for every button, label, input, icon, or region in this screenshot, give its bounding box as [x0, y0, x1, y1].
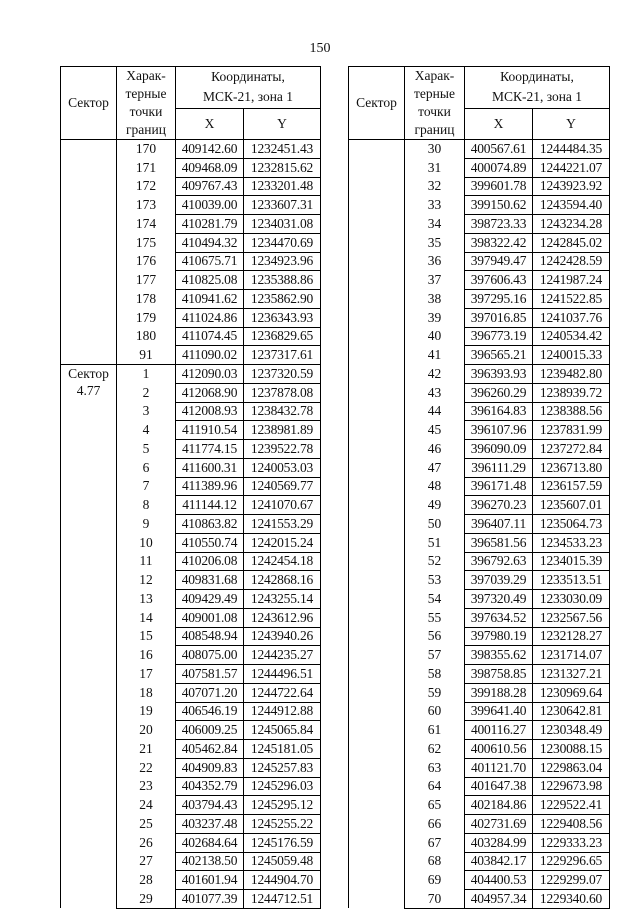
point-number-cell: 8	[117, 496, 176, 515]
y-coordinate-cell: 1240015.33	[533, 346, 610, 365]
coordinates-header-line: МСК-21, зона 1	[202, 89, 294, 105]
y-coordinate-cell: 1241037.76	[533, 308, 610, 327]
y-coordinate-cell: 1232451.43	[244, 140, 321, 159]
point-number-cell: 7	[117, 477, 176, 496]
x-coordinate-cell: 411024.86	[176, 308, 244, 327]
y-coordinate-cell: 1237831.99	[533, 421, 610, 440]
x-coordinate-cell: 401077.39	[176, 890, 244, 909]
point-number-cell: 91	[117, 346, 176, 365]
y-coordinate-cell: 1242845.02	[533, 233, 610, 252]
x-coordinate-cell: 402684.64	[176, 833, 244, 852]
coordinates-table-right	[348, 66, 610, 909]
y-coordinate-cell: 1245296.03	[244, 777, 321, 796]
x-coordinate-cell: 397039.29	[465, 571, 533, 590]
coordinates-header-line: Координаты,	[500, 69, 574, 85]
x-coordinate-cell: 400116.27	[465, 721, 533, 740]
point-number-cell: 1	[117, 365, 176, 384]
point-number-cell: 44	[405, 402, 465, 421]
x-coordinate-cell: 404352.79	[176, 777, 244, 796]
x-coordinate-cell: 397980.19	[465, 627, 533, 646]
y-coordinate-cell: 1240053.03	[244, 458, 321, 477]
x-coordinate-cell: 396792.63	[465, 552, 533, 571]
point-number-cell: 32	[405, 177, 465, 196]
point-number-cell: 174	[117, 215, 176, 234]
point-number-cell: 26	[117, 833, 176, 852]
y-coordinate-cell: 1242428.59	[533, 252, 610, 271]
y-coordinate-cell: 1237878.08	[244, 383, 321, 402]
point-number-cell: 68	[405, 852, 465, 871]
x-header: X	[465, 108, 533, 139]
point-number-cell: 36	[405, 252, 465, 271]
point-number-cell: 52	[405, 552, 465, 571]
y-coordinate-cell: 1245295.12	[244, 796, 321, 815]
y-coordinate-cell: 1232567.56	[533, 608, 610, 627]
x-coordinate-cell: 401647.38	[465, 777, 533, 796]
point-number-cell: 38	[405, 290, 465, 309]
point-number-cell: 16	[117, 646, 176, 665]
coordinates-header	[465, 67, 610, 109]
y-coordinate-cell: 1239482.80	[533, 365, 610, 384]
y-coordinate-cell: 1243940.26	[244, 627, 321, 646]
x-coordinate-cell: 402138.50	[176, 852, 244, 871]
points-header-line: Харак-	[126, 68, 166, 83]
x-coordinate-cell: 409142.60	[176, 140, 244, 159]
x-coordinate-cell: 397949.47	[465, 252, 533, 271]
y-coordinate-cell: 1236343.93	[244, 308, 321, 327]
x-coordinate-cell: 398723.33	[465, 215, 533, 234]
x-coordinate-cell: 409767.43	[176, 177, 244, 196]
y-coordinate-cell: 1244235.27	[244, 646, 321, 665]
table-header	[349, 67, 610, 140]
x-coordinate-cell: 398758.85	[465, 665, 533, 684]
y-coordinate-cell: 1245181.05	[244, 740, 321, 759]
x-coordinate-cell: 396107.96	[465, 421, 533, 440]
x-coordinate-cell: 410825.08	[176, 271, 244, 290]
y-header: Y	[533, 108, 610, 139]
x-coordinate-cell: 412090.03	[176, 365, 244, 384]
y-coordinate-cell: 1238981.89	[244, 421, 321, 440]
y-coordinate-cell: 1229296.65	[533, 852, 610, 871]
x-coordinate-cell: 399601.78	[465, 177, 533, 196]
x-coordinate-cell: 410206.08	[176, 552, 244, 571]
y-coordinate-cell: 1245255.22	[244, 815, 321, 834]
point-number-cell: 173	[117, 196, 176, 215]
y-coordinate-cell: 1229408.56	[533, 815, 610, 834]
table-row	[61, 140, 321, 159]
x-coordinate-cell: 402731.69	[465, 815, 533, 834]
point-number-cell: 23	[117, 777, 176, 796]
point-number-cell: 28	[117, 871, 176, 890]
point-number-cell: 170	[117, 140, 176, 159]
point-number-cell: 27	[117, 852, 176, 871]
y-coordinate-cell: 1238432.78	[244, 402, 321, 421]
point-number-cell: 33	[405, 196, 465, 215]
x-coordinate-cell: 411074.45	[176, 327, 244, 346]
point-number-cell: 35	[405, 233, 465, 252]
point-number-cell: 171	[117, 158, 176, 177]
y-header: Y	[244, 108, 321, 139]
point-number-cell: 66	[405, 815, 465, 834]
point-number-cell: 10	[117, 533, 176, 552]
x-coordinate-cell: 411600.31	[176, 458, 244, 477]
point-number-cell: 60	[405, 702, 465, 721]
point-number-cell: 49	[405, 496, 465, 515]
y-coordinate-cell: 1241987.24	[533, 271, 610, 290]
point-number-cell: 29	[117, 890, 176, 909]
point-number-cell: 30	[405, 140, 465, 159]
x-coordinate-cell: 409001.08	[176, 608, 244, 627]
y-coordinate-cell: 1235607.01	[533, 496, 610, 515]
point-number-cell: 51	[405, 533, 465, 552]
point-number-cell: 54	[405, 590, 465, 609]
x-coordinate-cell: 410863.82	[176, 515, 244, 534]
page-number: 150	[309, 41, 331, 56]
y-coordinate-cell: 1244722.64	[244, 683, 321, 702]
coordinates-table-left	[60, 66, 321, 909]
point-number-cell: 61	[405, 721, 465, 740]
y-coordinate-cell: 1245257.83	[244, 758, 321, 777]
x-coordinate-cell: 404400.53	[465, 871, 533, 890]
point-number-cell: 43	[405, 383, 465, 402]
point-number-cell: 42	[405, 365, 465, 384]
y-coordinate-cell: 1243612.96	[244, 608, 321, 627]
points-header-line: границ	[414, 122, 455, 137]
y-coordinate-cell: 1244712.51	[244, 890, 321, 909]
coordinates-header	[176, 67, 321, 109]
x-coordinate-cell: 411389.96	[176, 477, 244, 496]
x-coordinate-cell: 401121.70	[465, 758, 533, 777]
point-number-cell: 175	[117, 233, 176, 252]
point-number-cell: 37	[405, 271, 465, 290]
point-number-cell: 14	[117, 608, 176, 627]
point-number-cell: 62	[405, 740, 465, 759]
point-number-cell: 40	[405, 327, 465, 346]
y-coordinate-cell: 1245065.84	[244, 721, 321, 740]
y-coordinate-cell: 1237317.61	[244, 346, 321, 365]
point-number-cell: 53	[405, 571, 465, 590]
x-coordinate-cell: 410039.00	[176, 196, 244, 215]
points-header-line: границ	[126, 122, 166, 137]
x-coordinate-cell: 402184.86	[465, 796, 533, 815]
x-coordinate-cell: 397634.52	[465, 608, 533, 627]
x-coordinate-cell: 396270.23	[465, 496, 533, 515]
point-number-cell: 177	[117, 271, 176, 290]
point-number-cell: 180	[117, 327, 176, 346]
x-coordinate-cell: 397606.43	[465, 271, 533, 290]
point-number-cell: 50	[405, 515, 465, 534]
x-coordinate-cell: 397295.16	[465, 290, 533, 309]
point-number-cell: 18	[117, 683, 176, 702]
x-coordinate-cell: 396260.29	[465, 383, 533, 402]
point-number-cell: 3	[117, 402, 176, 421]
table-row	[61, 365, 321, 384]
points-header-line: терные	[125, 86, 167, 101]
x-coordinate-cell: 396171.48	[465, 477, 533, 496]
y-coordinate-cell: 1229863.04	[533, 758, 610, 777]
point-number-cell: 13	[117, 590, 176, 609]
x-coordinate-cell: 403794.43	[176, 796, 244, 815]
y-coordinate-cell: 1234533.23	[533, 533, 610, 552]
y-coordinate-cell: 1233607.31	[244, 196, 321, 215]
y-coordinate-cell: 1236713.80	[533, 458, 610, 477]
point-number-cell: 176	[117, 252, 176, 271]
points-header	[405, 67, 465, 140]
x-coordinate-cell: 404957.34	[465, 890, 533, 909]
point-number-cell: 21	[117, 740, 176, 759]
x-coordinate-cell: 399188.28	[465, 683, 533, 702]
sector-header: Сектор	[349, 67, 405, 140]
y-coordinate-cell: 1229333.23	[533, 833, 610, 852]
point-number-cell: 22	[117, 758, 176, 777]
x-coordinate-cell: 411774.15	[176, 440, 244, 459]
y-coordinate-cell: 1238388.56	[533, 402, 610, 421]
point-number-cell: 31	[405, 158, 465, 177]
point-number-cell: 70	[405, 890, 465, 909]
points-header-line: точки	[418, 104, 451, 119]
y-coordinate-cell: 1241553.29	[244, 515, 321, 534]
points-header-line: Харак-	[414, 68, 455, 83]
x-coordinate-cell: 399641.40	[465, 702, 533, 721]
y-coordinate-cell: 1229673.98	[533, 777, 610, 796]
x-coordinate-cell: 411090.02	[176, 346, 244, 365]
y-coordinate-cell: 1229340.60	[533, 890, 610, 909]
x-coordinate-cell: 410941.62	[176, 290, 244, 309]
y-coordinate-cell: 1240534.42	[533, 327, 610, 346]
x-coordinate-cell: 412008.93	[176, 402, 244, 421]
y-coordinate-cell: 1235064.73	[533, 515, 610, 534]
sector-cell	[349, 140, 405, 909]
y-coordinate-cell: 1244496.51	[244, 665, 321, 684]
x-coordinate-cell: 400610.56	[465, 740, 533, 759]
point-number-cell: 25	[117, 815, 176, 834]
point-number-cell: 56	[405, 627, 465, 646]
y-coordinate-cell: 1237272.84	[533, 440, 610, 459]
x-coordinate-cell: 401601.94	[176, 871, 244, 890]
y-coordinate-cell: 1245176.59	[244, 833, 321, 852]
y-coordinate-cell: 1241070.67	[244, 496, 321, 515]
y-coordinate-cell: 1231327.21	[533, 665, 610, 684]
x-coordinate-cell: 412068.90	[176, 383, 244, 402]
y-coordinate-cell: 1232815.62	[244, 158, 321, 177]
y-coordinate-cell: 1243923.92	[533, 177, 610, 196]
y-coordinate-cell: 1244912.88	[244, 702, 321, 721]
point-number-cell: 9	[117, 515, 176, 534]
sector-cell	[61, 140, 117, 365]
x-coordinate-cell: 403284.99	[465, 833, 533, 852]
x-coordinate-cell: 405462.84	[176, 740, 244, 759]
point-number-cell: 41	[405, 346, 465, 365]
y-coordinate-cell: 1236157.59	[533, 477, 610, 496]
x-coordinate-cell: 409831.68	[176, 571, 244, 590]
y-coordinate-cell: 1242868.16	[244, 571, 321, 590]
y-coordinate-cell: 1234923.96	[244, 252, 321, 271]
x-coordinate-cell: 396164.83	[465, 402, 533, 421]
x-coordinate-cell: 410550.74	[176, 533, 244, 552]
points-header-line: терные	[414, 86, 455, 101]
y-coordinate-cell: 1233030.09	[533, 590, 610, 609]
x-header: X	[176, 108, 244, 139]
x-coordinate-cell: 400074.89	[465, 158, 533, 177]
x-coordinate-cell: 400567.61	[465, 140, 533, 159]
y-coordinate-cell: 1230969.64	[533, 683, 610, 702]
point-number-cell: 12	[117, 571, 176, 590]
y-coordinate-cell: 1243594.40	[533, 196, 610, 215]
point-number-cell: 47	[405, 458, 465, 477]
x-coordinate-cell: 398355.62	[465, 646, 533, 665]
x-coordinate-cell: 396773.19	[465, 327, 533, 346]
y-coordinate-cell: 1244221.07	[533, 158, 610, 177]
y-coordinate-cell: 1235388.86	[244, 271, 321, 290]
y-coordinate-cell: 1242454.18	[244, 552, 321, 571]
x-coordinate-cell: 403842.17	[465, 852, 533, 871]
point-number-cell: 55	[405, 608, 465, 627]
x-coordinate-cell: 396111.29	[465, 458, 533, 477]
point-number-cell: 48	[405, 477, 465, 496]
y-coordinate-cell: 1236829.65	[244, 327, 321, 346]
point-number-cell: 19	[117, 702, 176, 721]
x-coordinate-cell: 396393.93	[465, 365, 533, 384]
point-number-cell: 15	[117, 627, 176, 646]
y-coordinate-cell: 1233513.51	[533, 571, 610, 590]
point-number-cell: 5	[117, 440, 176, 459]
y-coordinate-cell: 1242015.24	[244, 533, 321, 552]
y-coordinate-cell: 1231714.07	[533, 646, 610, 665]
y-coordinate-cell: 1234031.08	[244, 215, 321, 234]
y-coordinate-cell: 1230348.49	[533, 721, 610, 740]
y-coordinate-cell: 1244904.70	[244, 871, 321, 890]
point-number-cell: 24	[117, 796, 176, 815]
point-number-cell: 45	[405, 421, 465, 440]
point-number-cell: 63	[405, 758, 465, 777]
x-coordinate-cell: 408075.00	[176, 646, 244, 665]
point-number-cell: 64	[405, 777, 465, 796]
point-number-cell: 58	[405, 665, 465, 684]
x-coordinate-cell: 410281.79	[176, 215, 244, 234]
y-coordinate-cell: 1244484.35	[533, 140, 610, 159]
x-coordinate-cell: 396565.21	[465, 346, 533, 365]
x-coordinate-cell: 409468.09	[176, 158, 244, 177]
x-coordinate-cell: 396581.56	[465, 533, 533, 552]
coordinates-header-line: Координаты,	[211, 69, 285, 85]
point-number-cell: 65	[405, 796, 465, 815]
points-header	[117, 67, 176, 140]
x-coordinate-cell: 396407.11	[465, 515, 533, 534]
x-coordinate-cell: 399150.62	[465, 196, 533, 215]
x-coordinate-cell: 396090.09	[465, 440, 533, 459]
y-coordinate-cell: 1245059.48	[244, 852, 321, 871]
y-coordinate-cell: 1230088.15	[533, 740, 610, 759]
x-coordinate-cell: 410675.71	[176, 252, 244, 271]
point-number-cell: 179	[117, 308, 176, 327]
y-coordinate-cell: 1239522.78	[244, 440, 321, 459]
point-number-cell: 34	[405, 215, 465, 234]
x-coordinate-cell: 411910.54	[176, 421, 244, 440]
sector-header: Сектор	[61, 67, 117, 140]
y-coordinate-cell: 1243234.28	[533, 215, 610, 234]
y-coordinate-cell: 1233201.48	[244, 177, 321, 196]
y-coordinate-cell: 1229522.41	[533, 796, 610, 815]
y-coordinate-cell: 1237320.59	[244, 365, 321, 384]
x-coordinate-cell: 408548.94	[176, 627, 244, 646]
x-coordinate-cell: 407071.20	[176, 683, 244, 702]
x-coordinate-cell: 406546.19	[176, 702, 244, 721]
point-number-cell: 69	[405, 871, 465, 890]
y-coordinate-cell: 1229299.07	[533, 871, 610, 890]
x-coordinate-cell: 406009.25	[176, 721, 244, 740]
x-coordinate-cell: 410494.32	[176, 233, 244, 252]
y-coordinate-cell: 1240569.77	[244, 477, 321, 496]
point-number-cell: 39	[405, 308, 465, 327]
y-coordinate-cell: 1241522.85	[533, 290, 610, 309]
point-number-cell: 6	[117, 458, 176, 477]
point-number-cell: 17	[117, 665, 176, 684]
y-coordinate-cell: 1235862.90	[244, 290, 321, 309]
y-coordinate-cell: 1230642.81	[533, 702, 610, 721]
table-header	[61, 67, 321, 140]
x-coordinate-cell: 397320.49	[465, 590, 533, 609]
x-coordinate-cell: 407581.57	[176, 665, 244, 684]
point-number-cell: 172	[117, 177, 176, 196]
x-coordinate-cell: 411144.12	[176, 496, 244, 515]
point-number-cell: 4	[117, 421, 176, 440]
table-row	[349, 140, 610, 159]
x-coordinate-cell: 403237.48	[176, 815, 244, 834]
point-number-cell: 59	[405, 683, 465, 702]
point-number-cell: 46	[405, 440, 465, 459]
y-coordinate-cell: 1232128.27	[533, 627, 610, 646]
y-coordinate-cell: 1238939.72	[533, 383, 610, 402]
point-number-cell: 57	[405, 646, 465, 665]
point-number-cell: 11	[117, 552, 176, 571]
point-number-cell: 2	[117, 383, 176, 402]
y-coordinate-cell: 1234015.39	[533, 552, 610, 571]
points-header-line: точки	[129, 104, 163, 119]
x-coordinate-cell: 409429.49	[176, 590, 244, 609]
coordinates-header-line: МСК-21, зона 1	[491, 89, 583, 105]
x-coordinate-cell: 398322.42	[465, 233, 533, 252]
point-number-cell: 20	[117, 721, 176, 740]
point-number-cell: 67	[405, 833, 465, 852]
sector-cell: Сектор 4.77	[61, 365, 117, 909]
point-number-cell: 178	[117, 290, 176, 309]
y-coordinate-cell: 1234470.69	[244, 233, 321, 252]
x-coordinate-cell: 397016.85	[465, 308, 533, 327]
y-coordinate-cell: 1243255.14	[244, 590, 321, 609]
x-coordinate-cell: 404909.83	[176, 758, 244, 777]
